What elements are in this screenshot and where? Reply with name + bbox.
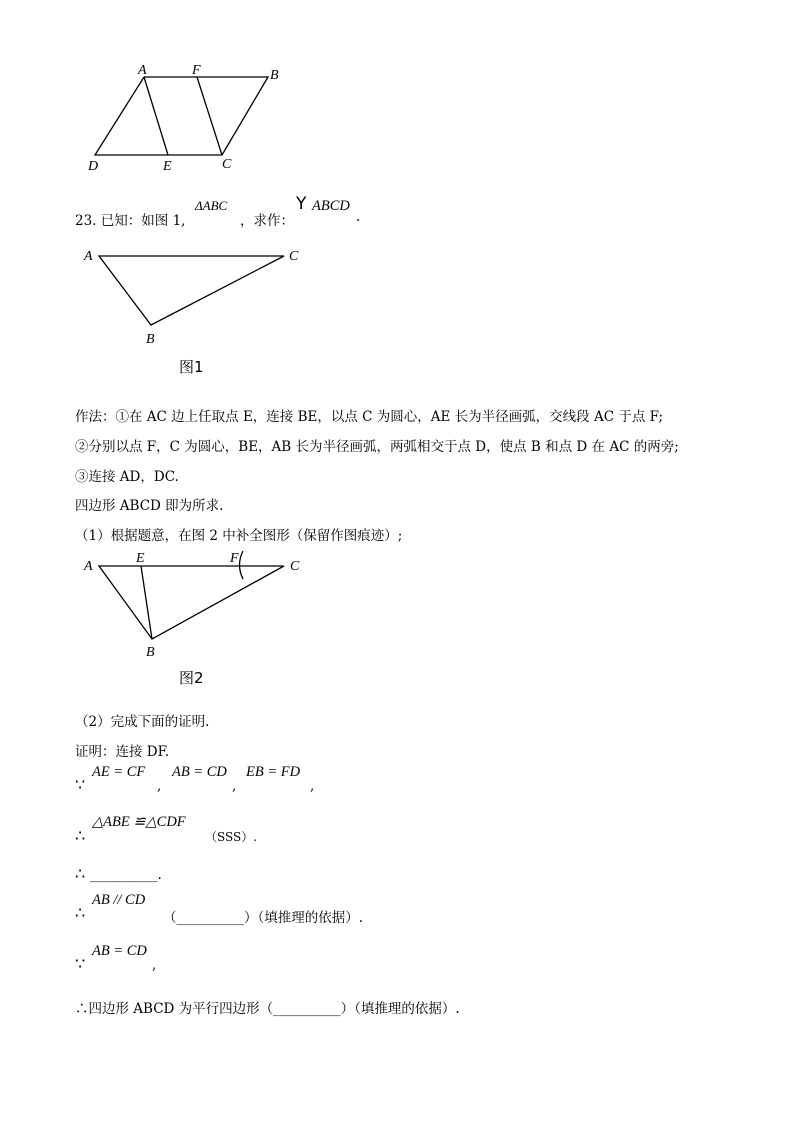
- method-line-3: ③连接 AD，DC.: [75, 469, 179, 485]
- label-f: F: [230, 551, 239, 566]
- label-e: E: [136, 551, 145, 566]
- question-prefix: 已知：如图 1,: [100, 213, 186, 229]
- label-c: C: [290, 559, 300, 574]
- comma: ,: [152, 957, 157, 973]
- question-23-line: [75, 209, 185, 229]
- because-symbol: ∵: [75, 775, 86, 794]
- comma: ,: [157, 778, 162, 794]
- target-parallelogram: ABCD: [312, 198, 350, 214]
- method-line-4: 四边形 ABCD 即为所求.: [75, 498, 224, 514]
- comma: ,: [232, 778, 237, 794]
- conclusion-line: ∴四边形 ABCD 为平行四边形（__________）（填推理的依据）.: [75, 1001, 460, 1017]
- part-1-instruction: （1）根据题意，在图 2 中补全图形（保留作图痕迹）;: [75, 528, 403, 544]
- question-mid: ，求作：: [240, 213, 294, 229]
- label-a: A: [138, 63, 147, 78]
- label-f: F: [192, 63, 201, 78]
- therefore-symbol: ∴: [75, 826, 86, 845]
- comma: ,: [310, 778, 315, 794]
- question-number: 23.: [75, 213, 97, 229]
- proof-intro: 证明：连接 DF.: [75, 744, 170, 760]
- because-symbol: ∵: [75, 954, 86, 973]
- part-2-instruction: （2）完成下面的证明.: [75, 714, 210, 730]
- label-b: B: [146, 332, 155, 347]
- figure-1-caption: 图1: [179, 358, 204, 376]
- blank-statement: __________.: [90, 867, 162, 883]
- label-d: D: [88, 159, 99, 174]
- triangle-abc: [99, 566, 284, 639]
- label-b: B: [146, 645, 155, 660]
- label-a: A: [84, 559, 93, 574]
- question-end: .: [356, 209, 361, 225]
- therefore-symbol: ∴: [75, 903, 86, 922]
- statement-ab-eq-cd-2: AB = CD: [92, 943, 147, 959]
- label-a: A: [84, 249, 93, 264]
- segment-be: [141, 566, 152, 639]
- label-e: E: [163, 159, 172, 174]
- method-line-2: ②分别以点 F，C 为圆心，BE，AB 长为半径画弧，两弧相交于点 D，使点 B 和点 D 在 AC 的两旁;: [75, 439, 679, 455]
- arc-at-f: [240, 551, 244, 579]
- label-c: C: [222, 157, 232, 172]
- parallelogram-symbol: Y: [296, 194, 307, 214]
- top-parallelogram-figure: [80, 60, 300, 175]
- segment-fc: [197, 77, 222, 155]
- given-triangle: ΔABC: [195, 198, 228, 213]
- sss-reason: （SSS）.: [205, 830, 258, 844]
- statement-congruent-triangles: △ABE ≌△CDF: [92, 814, 186, 830]
- label-c: C: [289, 249, 299, 264]
- figure-2-caption: 图2: [179, 669, 204, 687]
- label-b: B: [270, 68, 279, 83]
- figure-1-triangle: [80, 240, 320, 350]
- therefore-symbol: ∴: [75, 864, 86, 883]
- parallel-reason-blank: （__________）（填推理的依据）.: [163, 910, 364, 926]
- parallelogram-outline: [95, 77, 268, 155]
- segment-ae: [144, 77, 168, 155]
- statement-ab-eq-cd: AB = CD: [172, 764, 227, 780]
- method-line-1: 作法：①在 AC 边上任取点 E，连接 BE，以点 C 为圆心，AE 长为半径画弧，交线段 AC 于点 F;: [75, 409, 664, 425]
- triangle-abc: [99, 256, 284, 325]
- statement-eb-eq-fd: EB = FD: [246, 764, 301, 780]
- statement-ae-eq-cf: AE = CF: [92, 764, 146, 780]
- statement-ab-parallel-cd: AB // CD: [92, 892, 146, 908]
- figure-2-triangle: [80, 545, 320, 660]
